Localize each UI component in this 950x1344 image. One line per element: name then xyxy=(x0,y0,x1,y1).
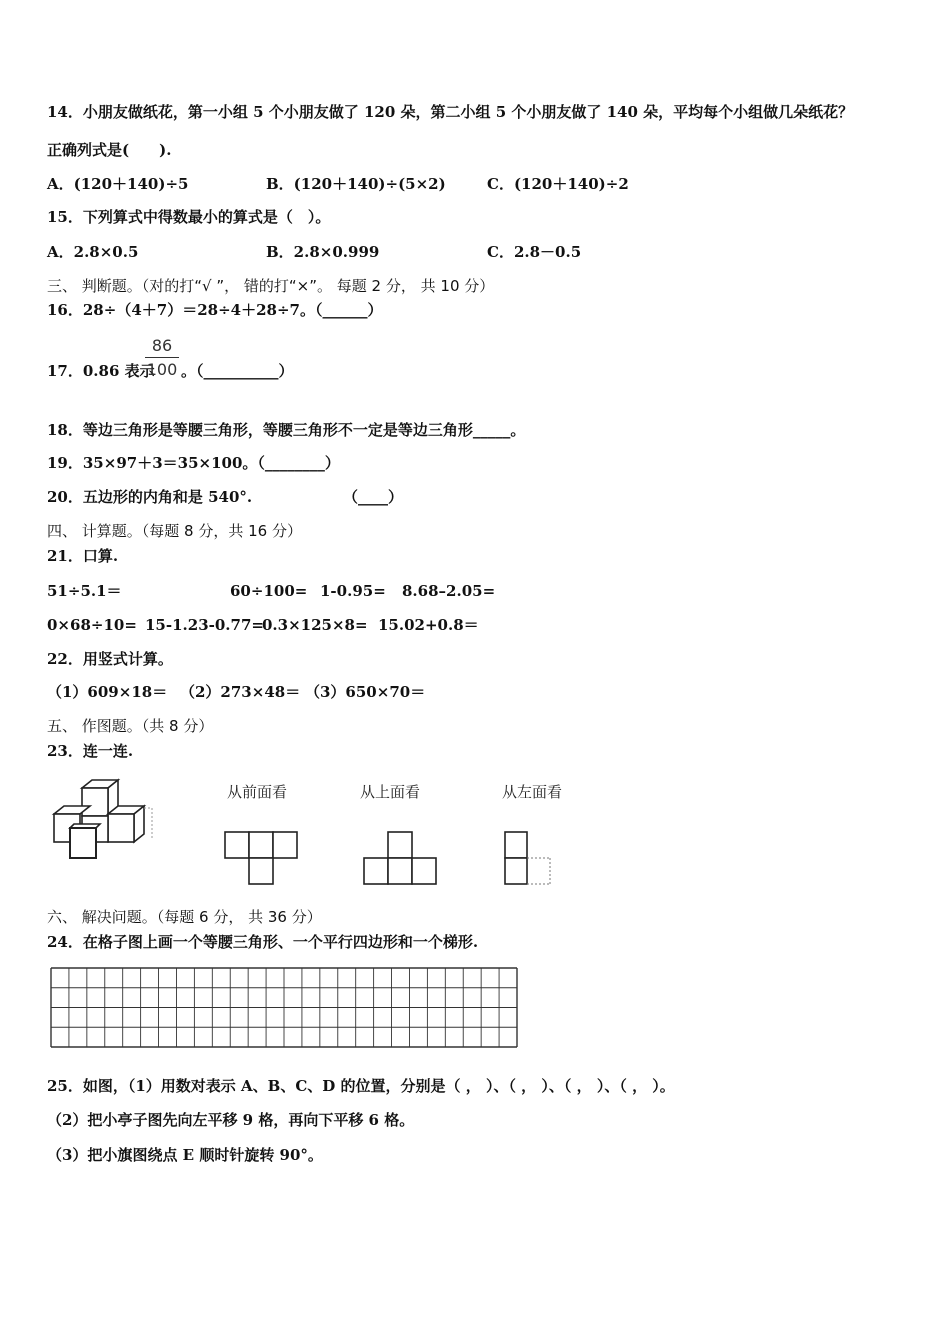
q21-row2-item: 15.02+0.8＝ xyxy=(378,616,479,634)
q15-option-a: A．2.8×0.5 xyxy=(47,243,139,261)
section-6-heading: 六、 解决问题。（每题 6 分， 共 36 分） xyxy=(47,908,322,926)
view-label-top: 从上面看 xyxy=(360,783,421,801)
q20-blank: （____） xyxy=(343,488,404,506)
q17-prefix: 17．0.86 表示 xyxy=(47,362,155,380)
view-label-left: 从左面看 xyxy=(502,783,563,801)
q21-row1-item: 60÷100= xyxy=(230,582,308,600)
q25-line1: 25．如图，（1）用数对表示 A、B、C、D 的位置，分别是（ ， ）、（ ， ）、（ ， ）、（ ， ）。 xyxy=(47,1077,675,1095)
q25-line3: （3）把小旗图绕点 E 顺时针旋转 90°。 xyxy=(47,1146,323,1164)
q24-title: 24．在格子图上画一个等腰三角形、一个平行四边形和一个梯形. xyxy=(47,933,479,951)
q14-option-b: B．(120＋140)÷(5×2) xyxy=(266,175,446,193)
section-3-heading: 三、 判断题。（对的打“√ ”， 错的打“×”。 每题 2 分， 共 10 分） xyxy=(47,277,495,295)
drawing-grid[interactable] xyxy=(50,967,520,1049)
q21-row1-item: 51÷5.1＝ xyxy=(47,582,122,600)
q14-text: 14．小朋友做纸花，第一小组 5 个小朋友做了 120 朵，第二小组 5 个小朋友做了 140 朵，平均每个小组做几朵纸花？ xyxy=(47,103,854,121)
view-label-front: 从前面看 xyxy=(227,783,288,801)
q22-item-2: （2）273×48＝ xyxy=(180,683,301,701)
q21-row1-item: 8.68–2.05= xyxy=(402,582,496,600)
q21-row2-item: 0.3×125×8= xyxy=(262,616,368,634)
section-5-heading: 五、 作图题。（共 8 分） xyxy=(47,717,214,735)
left-view-figure xyxy=(500,828,560,888)
front-view-figure xyxy=(220,828,310,888)
q21-title: 21．口算. xyxy=(47,547,119,565)
q17-fraction xyxy=(145,336,179,379)
q15-text: 15．下列算式中得数最小的算式是（ ）。 xyxy=(47,208,331,226)
q14-line2: 正确列式是( ). xyxy=(47,141,172,159)
q18-text: 18．等边三角形是等腰三角形，等腰三角形不一定是等边三角形_____。 xyxy=(47,421,526,439)
q22-title: 22．用竖式计算。 xyxy=(47,650,173,668)
q25-line2: （2）把小亭子图先向左平移 9 格，再向下平移 6 格。 xyxy=(47,1111,415,1129)
q20-text: 20．五边形的内角和是 540°. xyxy=(47,488,253,506)
q15-option-c: C．2.8－0.5 xyxy=(487,243,582,261)
q14-option-a: A．(120＋140)÷5 xyxy=(47,175,189,193)
q21-row2-item: 15-1.23-0.77= xyxy=(145,616,264,634)
section-4-heading: 四、 计算题。（每题 8 分，共 16 分） xyxy=(47,522,302,540)
q14-option-c: C．(120＋140)÷2 xyxy=(487,175,629,193)
q23-title: 23．连一连. xyxy=(47,742,134,760)
cube-stack-figure xyxy=(50,778,160,863)
q17-fraction-denominator: 100 xyxy=(146,360,178,379)
q21-row2-item: 0×68÷10= xyxy=(47,616,137,634)
q19-text: 19．35×97＋3＝35×100。（________） xyxy=(47,454,340,472)
q22-item-3: （3）650×70＝ xyxy=(305,683,426,701)
q17-suffix: 。（__________） xyxy=(181,362,294,380)
q16-text: 16．28÷（4＋7）＝28÷4＋28÷7。（______） xyxy=(47,301,383,319)
q15-option-b: B．2.8×0.999 xyxy=(266,243,380,261)
q22-item-1: （1）609×18＝ xyxy=(47,683,168,701)
top-view-figure xyxy=(360,828,450,888)
q21-row1-item: 1-0.95= xyxy=(320,582,386,600)
q17-fraction-numerator: 86 xyxy=(145,336,179,358)
